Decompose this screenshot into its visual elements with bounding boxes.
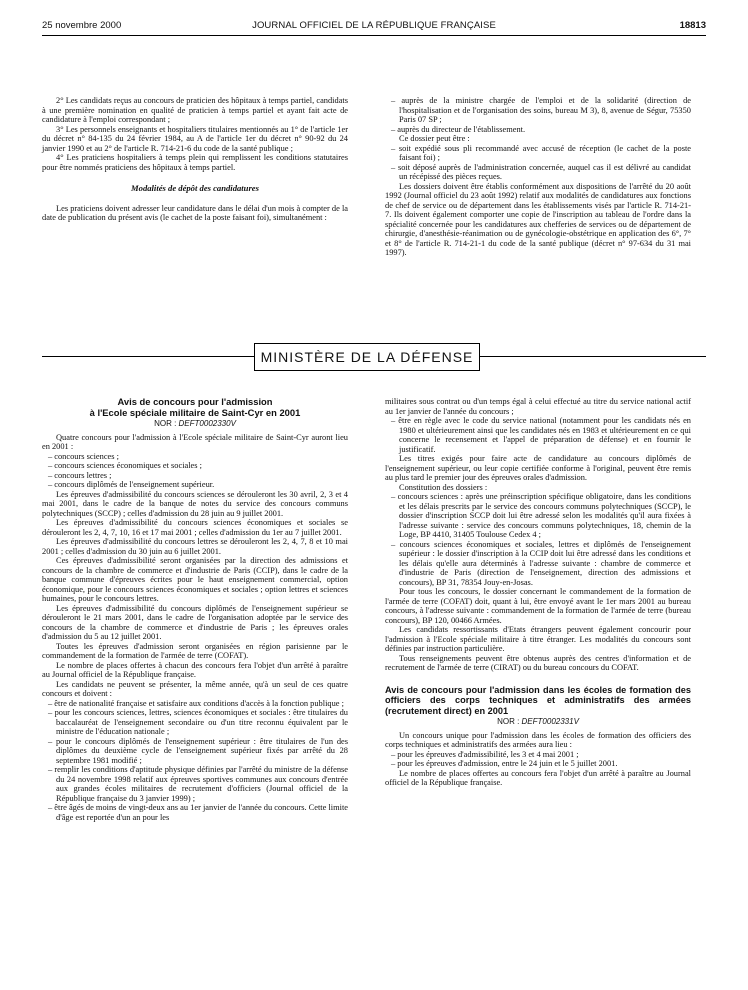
header-date: 25 novembre 2000 (42, 20, 122, 31)
ministry-rule-left (42, 356, 254, 357)
paragraph: Les épreuves d'admissibilité du concours sciences se dérouleront les 30 avril, 2, 3 et 4 mai 2001, dans le cadre de la banque de notes du service des concours communs polytechniques (SCCP) ; celles d'admission du 28 juin au 9 juillet 2001. (42, 489, 348, 518)
header-page-number: 18813 (679, 20, 706, 31)
ministry-heading: MINISTÈRE DE LA DÉFENSE (254, 343, 480, 371)
column-bottom-right (385, 397, 691, 788)
nor-code: DEFT0002331V (521, 717, 579, 726)
list-item: – concours lettres ; (48, 470, 112, 480)
paragraph: Les épreuves d'admissibilité du concours sciences économiques et sociales se dérouleront les 2, 4, 7, 10, 16 et 17 mai 2001 ; celles d'admission du 1er au 7 juillet 2001. (42, 518, 348, 537)
column-top-left (42, 96, 348, 223)
list-item: – être âgés de moins de vingt-deux ans au 1er janvier de l'année du concours. Cette limite d'âge est reportée d'un an pour les (48, 803, 348, 822)
paragraph: Les dossiers doivent être établis conformément aux dispositions de l'arrêté du 20 août 1992 (Journal officiel du 23 août 1992) relatif aux modalités de candidatures aux fonctions de chef de service ou de département dans les établissements visés par l'article R. 714-21-7. Ils doivent également comporter une copie de l'inscription au tableau de l'ordre dans la spécialité concernée pour les candidatures aux chefferies de services ou de département de chirurgie, d'anesthésie-réanimation ou de gynécologie-obstétrique en application des 6°, 7° et 8° de l'article R. 714-21-1 du code de la santé publique (décret n° 97-634 du 31 mai 1997). (385, 181, 691, 257)
column-top-right (385, 96, 691, 258)
list-item: – être en règle avec le code du service national (notamment pour les candidats nés en 1980 et ultérieurement ainsi que les candidates nés en 1983 et ultérieurement en ce qui concerne le recensement et l'appel de préparation de défense) et en fournir le justificatif. (391, 416, 691, 454)
nor-label: NOR : (154, 419, 179, 428)
paragraph: 3° Les personnels enseignants et hospitaliers titulaires mentionnés au 1° de l'article 1er du décret n° 84-135 du 24 février 1984, au A de l'article 1er du décret n° 90-92 du 24 janvier 1990 et au 2° de l'article R. 714-21-6 du code de la santé publique ; (42, 124, 348, 153)
list-item: – être de nationalité française et satisfaire aux conditions d'accès à la fonction publique ; (48, 698, 344, 708)
paragraph: Quatre concours pour l'admission à l'Ecole spéciale militaire de Saint-Cyr auront lieu en 2001 : (42, 432, 348, 451)
paragraph: Tous renseignements peuvent être obtenus auprès des centres d'information et de recrutement de l'armée de terre (CIRAT) ou du bureau concours du COFAT. (385, 653, 691, 672)
list-item: – soit expédié sous pli recommandé avec accusé de réception (le cachet de la poste faisant foi) ; (391, 143, 691, 162)
paragraph: Le nombre de places offertes à chacun des concours fera l'objet d'un arrêté à paraître au Journal officiel de la République française. (42, 660, 348, 679)
list-item: – concours sciences ; (48, 451, 119, 461)
ministry-rule-right (480, 356, 706, 357)
paragraph: Un concours unique pour l'admission dans les écoles de formation des officiers des corps techniques et administratifs des armées aura lieu : (385, 730, 691, 749)
paragraph: Le nombre de places offertes au concours fera l'objet d'un arrêté à paraître au Journal officiel de la République française. (385, 768, 691, 787)
list-item: – concours sciences : après une préinscription spécifique obligatoire, dans les conditions et les délais prescrits par le service des concours communs polytechniques (SCCP), le dossier d'inscription SCCP doit lui être adressé selon les modalités qu'il aura fixées à l'adresse suivante : service des concours communs polytechniques, 18, chemin de la Loge, BP 4410, 31405 Toulouse Cedex 4 ; (391, 492, 691, 539)
paragraph: Les praticiens doivent adresser leur candidature dans le délai d'un mois à compter de la date de publication du présent avis (le cachet de la poste faisant foi), simultanément : (42, 203, 348, 222)
paragraph: Ces épreuves d'admissibilité seront organisées par la direction des admissions et concours de la chambre de commerce et d'industrie de Paris (CCIP), dans le cadre de la banque commune d'épreuves écrites pour le haut enseignement commercial, option économique, pour le concours sciences économiques et sociales ; option lettres et sciences humaines, pour le concours lettres. (42, 556, 348, 603)
paragraph: 2° Les candidats reçus au concours de praticien des hôpitaux à temps partiel, candidats à une première nomination en qualité de praticien à temps partiel et ayant fait acte de candidature à l'emploi correspondant ; (42, 96, 348, 124)
list-item: – pour les épreuves d'admission, entre le 24 juin et le 5 juillet 2001. (391, 759, 618, 768)
list-item: – remplir les conditions d'aptitude physique définies par l'arrêté du ministre de la défense du 24 novembre 1998 relatif aux épreuves sportives communes aux concours d'entrée aux grandes écoles militaires de recrutement d'officiers (Journal officiel de la République française du 3 janvier 1999) ; (48, 765, 348, 803)
paragraph: Constitution des dossiers : (399, 482, 488, 492)
notice-title: Avis de concours pour l'admission dans les écoles de formation des officiers des corps techniques et administratifs des armées (recrutement direct) en 2001 (385, 684, 691, 716)
header-journal-title: JOURNAL OFFICIEL DE LA RÉPUBLIQUE FRANÇAISE (252, 20, 496, 31)
section-subheading: Modalités de dépôt des candidatures (131, 183, 259, 193)
page-header (42, 20, 706, 34)
paragraph: 4° Les praticiens hospitaliers à temps plein qui remplissent les conditions statutaires pour être nommés praticiens des hôpitaux à temps partiel. (42, 153, 348, 172)
list-item: – concours sciences économiques et sociales, lettres et diplômés de l'enseignement supérieur : le dossier d'inscription à la CCIP doit lui être adressé dans les conditions et les délais qu'elle aura déterminés à l'adresse suivante : chambre de commerce et d'industrie de Paris (direction de l'enseignement, direction des admissions et concours), BP 31, 78354 Jouy-en-Josas. (391, 539, 691, 587)
list-item: – pour les concours sciences, lettres, sciences économiques et sociales : être titulaires du baccalauréat de l'enseignement secondaire ou d'un titre reconnu équivalent par le ministre de l'éducation nationale ; (48, 708, 348, 736)
paragraph: Les épreuves d'admissibilité du concours lettres se dérouleront les 2, 4, 7, 8 et 10 mai 2001 ; celles d'admission du 30 juin au 6 juillet 2001. (42, 537, 348, 556)
paragraph: Toutes les épreuves d'admission seront organisées en région parisienne par le commandement de la formation de l'armée de terre (COFAT). (42, 641, 348, 660)
paragraph: Ce dossier peut être : (399, 134, 470, 143)
paragraph: militaires sous contrat ou d'un temps égal à celui effectué au titre du service national actif au 1er janvier de l'année du concours ; (385, 397, 691, 416)
header-rule (42, 35, 706, 36)
list-item: – concours diplômés de l'enseignement supérieur. (48, 480, 215, 489)
notice-title (42, 397, 348, 418)
nor-reference (42, 419, 348, 429)
notice-title-line: Avis de concours pour l'admission (117, 396, 273, 407)
paragraph: Pour tous les concours, le dossier concernant le commandement de la formation de l'armée de terre (COFAT) doit, quant à lui, être envoyé avant le 1er mars 2001 au bureau concours, à l'adresse suivante : commandement de la formation de l'armée de terre (bureau concours), BP 120, 00466 Armées. (385, 587, 691, 625)
list-item: – pour le concours diplômés de l'enseignement supérieur : être titulaires de l'un des diplômes du deuxième cycle de l'enseignement supérieur fixés par arrêté du 28 septembre 1981 modifié ; (48, 736, 348, 765)
paragraph: Les titres exigés pour faire acte de candidature au concours diplômés de l'enseignement supérieur, ou leur copie certifiée conforme à l'original, peuvent être remis au plus tard le premier jour des épreuves orales d'admission. (385, 454, 691, 482)
list-item: – auprès de la ministre chargée de l'emploi et de la solidarité (direction de l'hospitalisation et de l'organisation des soins, bureau M 3), 8, avenue de Ségur, 75350 Paris 07 SP ; (391, 96, 691, 124)
nor-reference (385, 717, 691, 727)
paragraph: Les épreuves d'admissibilité du concours diplômés de l'enseignement supérieur se dérouleront le 21 mars 2001, dans le cadre de l'organisation adoptée par le service des concours de la chambre de commerce et d'industrie de Paris ; les épreuves orales d'admission du 5 au 12 juillet 2001. (42, 603, 348, 641)
list-item: – pour les épreuves d'admissibilité, les 3 et 4 mai 2001 ; (391, 749, 579, 759)
list-item: – concours sciences économiques et sociales ; (48, 461, 202, 470)
nor-label: NOR : (497, 717, 522, 726)
list-item: – soit déposé auprès de l'administration concernée, auquel cas il est délivré au candidat un récépissé des pièces reçues. (391, 162, 691, 181)
column-bottom-left (42, 397, 348, 822)
paragraph: Les candidats ressortissants d'Etats étrangers peuvent également concourir pour l'admission à l'Ecole spéciale militaire à titre étranger. Les modalités du concours sont définies par instruction particulière. (385, 625, 691, 653)
nor-code: DEFT0002330V (178, 419, 236, 428)
list-item: – auprès du directeur de l'établissement. (391, 124, 526, 134)
paragraph: Les candidats ne peuvent se présenter, la même année, qu'à un seul de ces quatre concours et doivent : (42, 679, 348, 698)
notice-title-line: à l'Ecole spéciale militaire de Saint-Cyr en 2001 (89, 406, 301, 418)
